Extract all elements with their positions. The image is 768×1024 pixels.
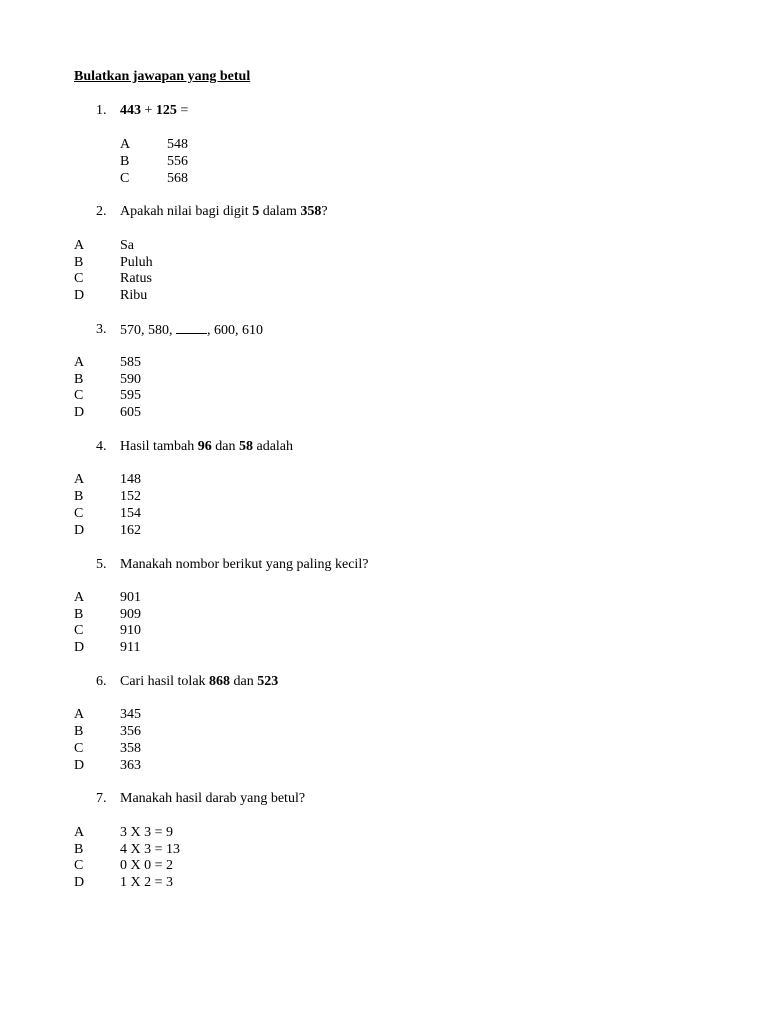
option-value: 152: [120, 489, 141, 504]
option-value: 590: [120, 372, 141, 387]
option-value: Puluh: [120, 255, 153, 270]
option-value: 356: [120, 724, 141, 739]
option-letter: C: [120, 171, 130, 186]
option-value: 585: [120, 355, 141, 370]
option-value: 358: [120, 741, 141, 756]
question-text: [120, 438, 293, 455]
option-value: 901: [120, 590, 141, 605]
option-letter: B: [120, 154, 130, 169]
question-text: [120, 673, 278, 690]
option-letter: B: [74, 724, 84, 739]
question-text-part: Cari hasil tolak: [120, 674, 210, 689]
option-letter: A: [74, 355, 85, 370]
option-letter: D: [74, 758, 85, 773]
option-value: 548: [167, 137, 188, 152]
option-value: 556: [167, 154, 188, 169]
worksheet-title: Bulatkan jawapan yang betul: [74, 69, 251, 84]
option-value: 154: [120, 506, 141, 521]
option-letter: C: [74, 858, 84, 873]
option-value: 0 X 0 = 2: [120, 858, 174, 873]
option-letter: D: [74, 875, 85, 890]
question-text-part: dan: [211, 439, 239, 454]
option-letter: C: [74, 388, 84, 403]
question-text-part: +: [141, 103, 156, 118]
option-letter: B: [74, 842, 84, 857]
question-number: 3.: [96, 322, 107, 337]
question-text-part: 58: [238, 439, 253, 454]
option-value: 595: [120, 388, 141, 403]
option-letter: B: [74, 489, 84, 504]
option-value: 345: [120, 707, 141, 722]
question-text-part: , 600, 610: [207, 323, 263, 338]
question-text-part: 868: [209, 674, 231, 689]
option-value: Ratus: [120, 271, 152, 286]
question-text-part: 96: [197, 439, 212, 454]
question-text: [120, 102, 188, 119]
question-text-part: Apakah nilai bagi digit: [120, 204, 253, 219]
question-text: [120, 790, 305, 807]
question-text-part: dalam: [259, 204, 301, 219]
question-number: 4.: [96, 439, 107, 454]
option-letter: C: [74, 506, 84, 521]
option-letter: C: [74, 741, 84, 756]
question-text-part: Manakah hasil darab yang betul?: [120, 791, 306, 806]
option-letter: A: [74, 707, 85, 722]
option-letter: B: [74, 372, 84, 387]
option-letter: A: [74, 825, 85, 840]
option-letter: C: [74, 623, 84, 638]
question-text-part: 358: [300, 204, 322, 219]
option-letter: A: [74, 472, 85, 487]
option-value: 148: [120, 472, 141, 487]
option-letter: C: [74, 271, 84, 286]
option-value: 363: [120, 758, 141, 773]
question-text-part: 443: [120, 103, 141, 118]
question-number: 5.: [96, 557, 107, 572]
option-letter: D: [74, 640, 85, 655]
question-text-part: 125: [155, 103, 177, 118]
question-text-part: Manakah nombor berikut yang paling kecil?: [120, 557, 369, 572]
question-number: 7.: [96, 791, 107, 806]
option-value: 605: [120, 405, 141, 420]
question-text-part: adalah: [252, 439, 294, 454]
option-value: 909: [120, 607, 141, 622]
option-letter: D: [74, 288, 85, 303]
question-text-part: ?: [321, 204, 328, 219]
question-text-part: dan: [230, 674, 258, 689]
question-text-part: Hasil tambah: [120, 439, 198, 454]
question-text: [120, 556, 368, 573]
option-value: 162: [120, 523, 141, 538]
answer-blank: [176, 321, 207, 334]
question-text: [120, 321, 263, 339]
question-text-part: =: [176, 103, 189, 118]
option-letter: A: [120, 137, 131, 152]
option-letter: D: [74, 523, 85, 538]
option-letter: A: [74, 238, 85, 253]
option-letter: B: [74, 607, 84, 622]
option-value: 3 X 3 = 9: [120, 825, 174, 840]
option-value: 911: [120, 640, 141, 655]
question-text-part: 5: [252, 204, 260, 219]
option-letter: D: [74, 405, 85, 420]
option-letter: A: [74, 590, 85, 605]
question-number: 1.: [96, 103, 107, 118]
option-value: 910: [120, 623, 141, 638]
option-value: Ribu: [120, 288, 148, 303]
question-text-part: 570, 580,: [120, 323, 176, 338]
question-number: 2.: [96, 204, 107, 219]
option-value: Sa: [120, 238, 134, 253]
option-letter: B: [74, 255, 84, 270]
question-text: [120, 203, 328, 220]
question-text-part: 523: [257, 674, 279, 689]
option-value: 4 X 3 = 13: [120, 842, 181, 857]
question-number: 6.: [96, 674, 107, 689]
option-value: 568: [167, 171, 188, 186]
option-value: 1 X 2 = 3: [120, 875, 174, 890]
